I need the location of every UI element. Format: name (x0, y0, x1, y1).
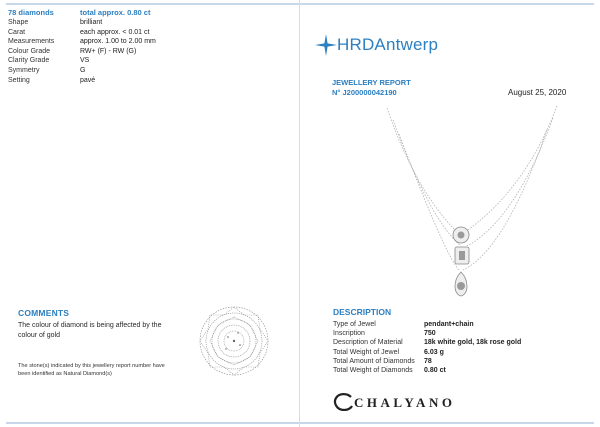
spec-row (8, 47, 156, 57)
spec-row (8, 37, 156, 47)
spec-label: Shape (8, 19, 29, 26)
spec-value: approx. 1.00 to 2.00 mm (80, 38, 156, 46)
bottom-border (6, 422, 594, 424)
spec-row (8, 18, 156, 28)
description-value: 6.03 g (424, 348, 444, 356)
description-row (333, 357, 521, 366)
description-label: Total Weight of Jewel (333, 348, 400, 356)
spec-value: brilliant (80, 19, 103, 26)
report-number: N° J200000042190 (332, 88, 397, 97)
diamond-count: 78 diamonds (8, 8, 54, 17)
spec-row (8, 66, 156, 76)
spec-row (8, 28, 156, 38)
star-icon (315, 34, 337, 56)
description-label: Type of Jewel (333, 321, 376, 328)
hrd-logo (315, 34, 438, 56)
spec-label: Carat (8, 28, 26, 36)
spec-row (8, 76, 156, 86)
report-date: August 25, 2020 (508, 88, 567, 97)
description-label: Total Amount of Diamonds (333, 357, 415, 365)
description-label: Inscription (333, 330, 365, 338)
report-heading (332, 78, 411, 98)
spec-label: Colour Grade (8, 47, 51, 55)
spec-value: each approx. < 0.01 ct (80, 28, 150, 36)
comments-title: COMMENTS (18, 308, 70, 318)
description-value: 0.80 ct (424, 367, 446, 375)
description-value: 78 (424, 357, 432, 365)
description-row (333, 338, 521, 347)
brand-logo-icon (333, 393, 353, 411)
comments-text: The colour of diamond is being affected by the colour of gold (18, 322, 162, 339)
total-weight: total approx. 0.80 ct (80, 8, 151, 17)
description-table (333, 320, 521, 375)
spec-table (8, 18, 156, 85)
top-border (6, 3, 594, 5)
description-row (333, 348, 521, 357)
description-value: pendant+chain (424, 321, 474, 328)
spec-value: G (80, 66, 86, 74)
brand-name: CHALYANO (354, 395, 456, 410)
spec-label: Setting (8, 76, 30, 84)
description-label: Description of Material (333, 339, 403, 347)
description-label: Total Weight of Diamonds (333, 367, 413, 375)
natural-diamond-note: The stone(s) indicated by this jewellery report number have been identified as Natural Diamond(s) (18, 363, 165, 377)
report-title: JEWELLERY REPORT (332, 78, 411, 87)
spec-label: Measurements (8, 38, 55, 46)
description-value: 750 (424, 330, 436, 338)
spec-value: RW+ (F) - RW (G) (80, 47, 137, 55)
diamond-pattern-image (198, 305, 270, 377)
spec-row (8, 56, 156, 66)
description-row (333, 329, 521, 338)
description-row (333, 320, 521, 329)
spec-header (8, 8, 150, 17)
spec-label: Clarity Grade (8, 57, 50, 65)
description-row (333, 366, 521, 375)
logo-text: HRDAntwerp (337, 35, 439, 54)
description-title: DESCRIPTION (333, 307, 392, 317)
description-value: 18k white gold, 18k rose gold (424, 339, 522, 347)
necklace-image (375, 100, 575, 300)
spec-label: Symmetry (8, 66, 40, 74)
spec-value: VS (80, 57, 90, 65)
fold-line (299, 0, 300, 427)
spec-value: pavé (80, 76, 96, 84)
